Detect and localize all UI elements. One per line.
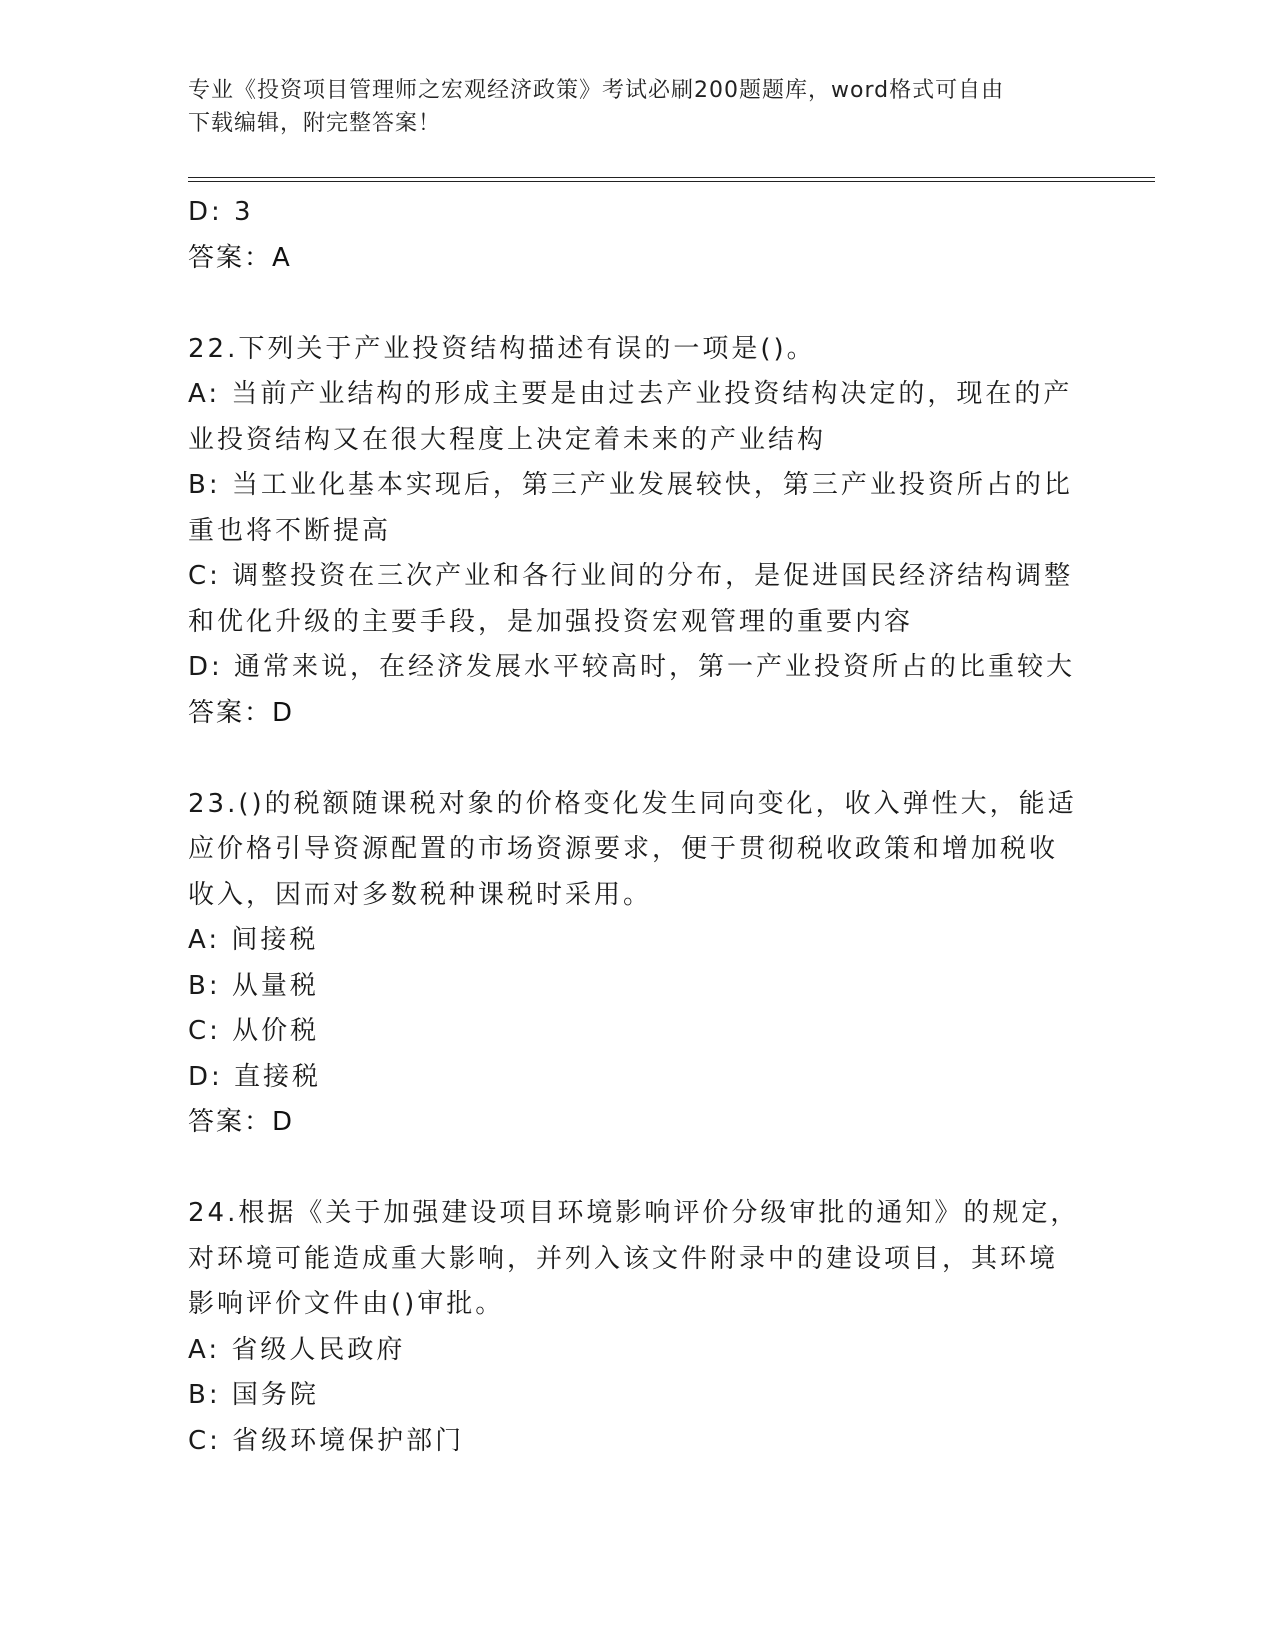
question-stem-continued: 影响评价文件由()审批。 <box>188 1289 505 1319</box>
question-stem-continued: 应价格引导资源配置的市场资源要求，便于贯彻税收政策和增加税收 <box>188 834 1059 864</box>
option-b-continued: 重也将不断提高 <box>188 515 392 546</box>
question-stem: 23.()的税额随课税对象的价格变化发生同向变化，收入弹性大，能适 <box>188 788 1077 819</box>
answer-label: 答案：A <box>188 242 292 273</box>
answer-label: 答案：D <box>188 1107 295 1137</box>
option-a-continued: 业投资结构又在很大程度上决定着未来的产业结构 <box>188 424 827 455</box>
option-c: C: 调整投资在三次产业和各行业间的分布，是促进国民经济结构调整 <box>188 561 1074 591</box>
option-a: A: 当前产业结构的形成主要是由过去产业投资结构决定的，现在的产 <box>188 379 1073 409</box>
option-a: A: 省级人民政府 <box>188 1334 406 1365</box>
option-d: D: 3 <box>188 197 254 227</box>
header-title-line-2: 下载编辑，附完整答案！ <box>188 111 442 136</box>
spacer <box>188 281 1088 327</box>
question-stem: 22.下列关于产业投资结构描述有误的一项是()。 <box>188 333 816 364</box>
option-b: B: 从量税 <box>188 970 319 1001</box>
question-23 <box>188 782 1088 1146</box>
option-a: A: 间接税 <box>188 925 319 955</box>
spacer <box>188 1146 1088 1192</box>
option-d: D: 通常来说，在经济发展水平较高时，第一产业投资所占的比重较大 <box>188 652 1076 682</box>
option-c-continued: 和优化升级的主要手段，是加强投资宏观管理的重要内容 <box>188 606 914 637</box>
question-stem-continued: 收入，因而对多数税种课税时采用。 <box>188 879 653 910</box>
option-d: D: 直接税 <box>188 1061 322 1092</box>
question-22 <box>188 327 1088 737</box>
header-divider <box>188 177 1155 182</box>
spacer <box>188 736 1088 782</box>
option-b: B: 当工业化基本实现后，第三产业发展较快，第三产业投资所占的比 <box>188 470 1073 500</box>
question-24 <box>188 1191 1088 1464</box>
question-21-tail <box>188 190 1088 281</box>
question-content <box>188 190 1088 1464</box>
answer-label: 答案：D <box>188 697 295 728</box>
page-header <box>188 74 1088 140</box>
option-c: C: 省级环境保护部门 <box>188 1425 465 1456</box>
header-title-line-1: 专业《投资项目管理师之宏观经济政策》考试必刷200题题库，word格式可自由 <box>188 78 1005 103</box>
option-b: B: 国务院 <box>188 1380 319 1410</box>
question-stem: 24.根据《关于加强建设项目环境影响评价分级审批的通知》的规定， <box>188 1198 1080 1228</box>
option-c: C: 从价税 <box>188 1016 320 1046</box>
question-stem-continued: 对环境可能造成重大影响，并列入该文件附录中的建设项目，其环境 <box>188 1243 1059 1274</box>
